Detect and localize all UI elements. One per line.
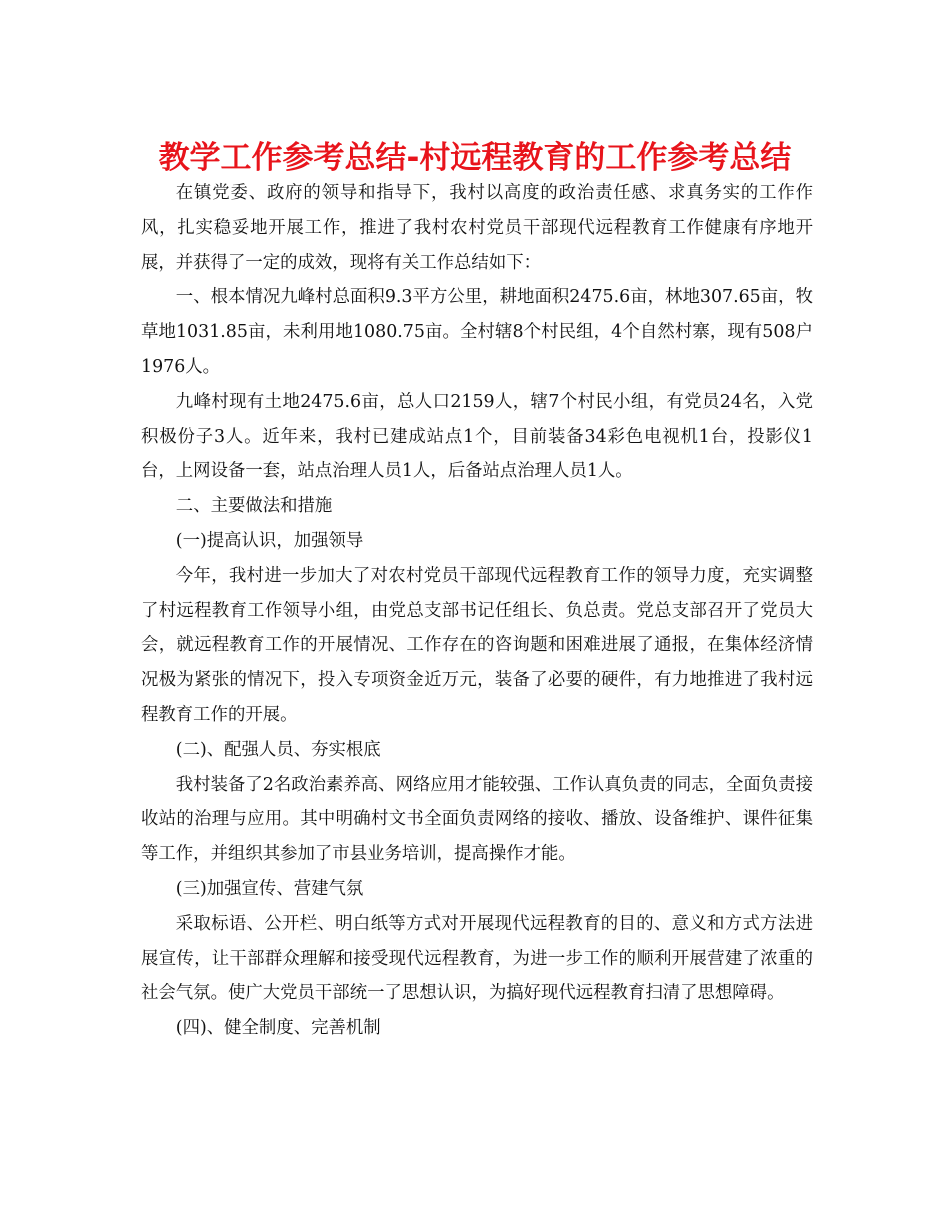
section-heading-main-measures: 二、主要做法和措施	[175, 496, 333, 517]
paragraph-staffing: 我村装备了2名政治素养高、网络应用才能较强、工作认真负责的同志，全面负责接收站的治理与应用。其中明确村文书全面负责网络的接收、播放、设备维护、课件征集等工作，并组织其参加了市县业务培训，提高操作才能。	[141, 774, 813, 865]
subheading-publicity: (三)加强宣传、营建气氛	[175, 878, 364, 899]
paragraph-leadership: 今年，我村进一步加大了对农村党员干部现代远程教育工作的领导力度，充实调整了村远程教育工作领导小组，由党总支部书记任组长、负总责。党总支部召开了党员大会，就远程教育工作的开展情况、工作存在的咨询题和困难进展了通报，在集体经济情况极为紧张的情况下，投入专项资金近万元，装备了必要的硬件，有力地推进了我村远程教育工作的开展。	[141, 565, 813, 725]
subheading-system: (四)、健全制度、完善机制	[175, 1018, 381, 1039]
subheading-leadership: (一)提高认识，加强领导	[175, 530, 364, 551]
paragraph-intro: 在镇党委、政府的领导和指导下，我村以高度的政治责任感、求真务实的工作作风，扎实稳妥地开展工作，推进了我村农村党员干部现代远程教育工作健康有序地开展，并获得了一定的成效，现将有关工作总结如下：	[141, 183, 813, 273]
subheading-staffing: (二)、配强人员、夯实根底	[175, 739, 381, 760]
document-body	[141, 176, 813, 1046]
document-title: 教学工作参考总结-村远程教育的工作参考总结	[158, 140, 792, 176]
paragraph-village-resources: 九峰村现有土地2475.6亩，总人口2159人，辖7个村民小组，有党员24名，入党积极份子3人。近年来，我村已建成站点1个，目前装备34彩色电视机1台，投影仪1台，上网设备一套，站点治理人员1人，后备站点治理人员1人。	[141, 391, 813, 482]
paragraph-basic-situation: 一、根本情况九峰村总面积9.3平方公里，耕地面积2475.6亩，林地307.65亩，牧草地1031.85亩，未利用地1080.75亩。全村辖8个村民组，4个自然村寨，现有508户1976人。	[141, 287, 813, 377]
paragraph-publicity: 采取标语、公开栏、明白纸等方式对开展现代远程教育的目的、意义和方式方法进展宣传，让干部群众理解和接受现代远程教育，为进一步工作的顺利开展营建了浓重的社会气氛。使广大党员干部统一了思想认识，为搞好现代远程教育扫清了思想障碍。	[141, 913, 813, 1004]
